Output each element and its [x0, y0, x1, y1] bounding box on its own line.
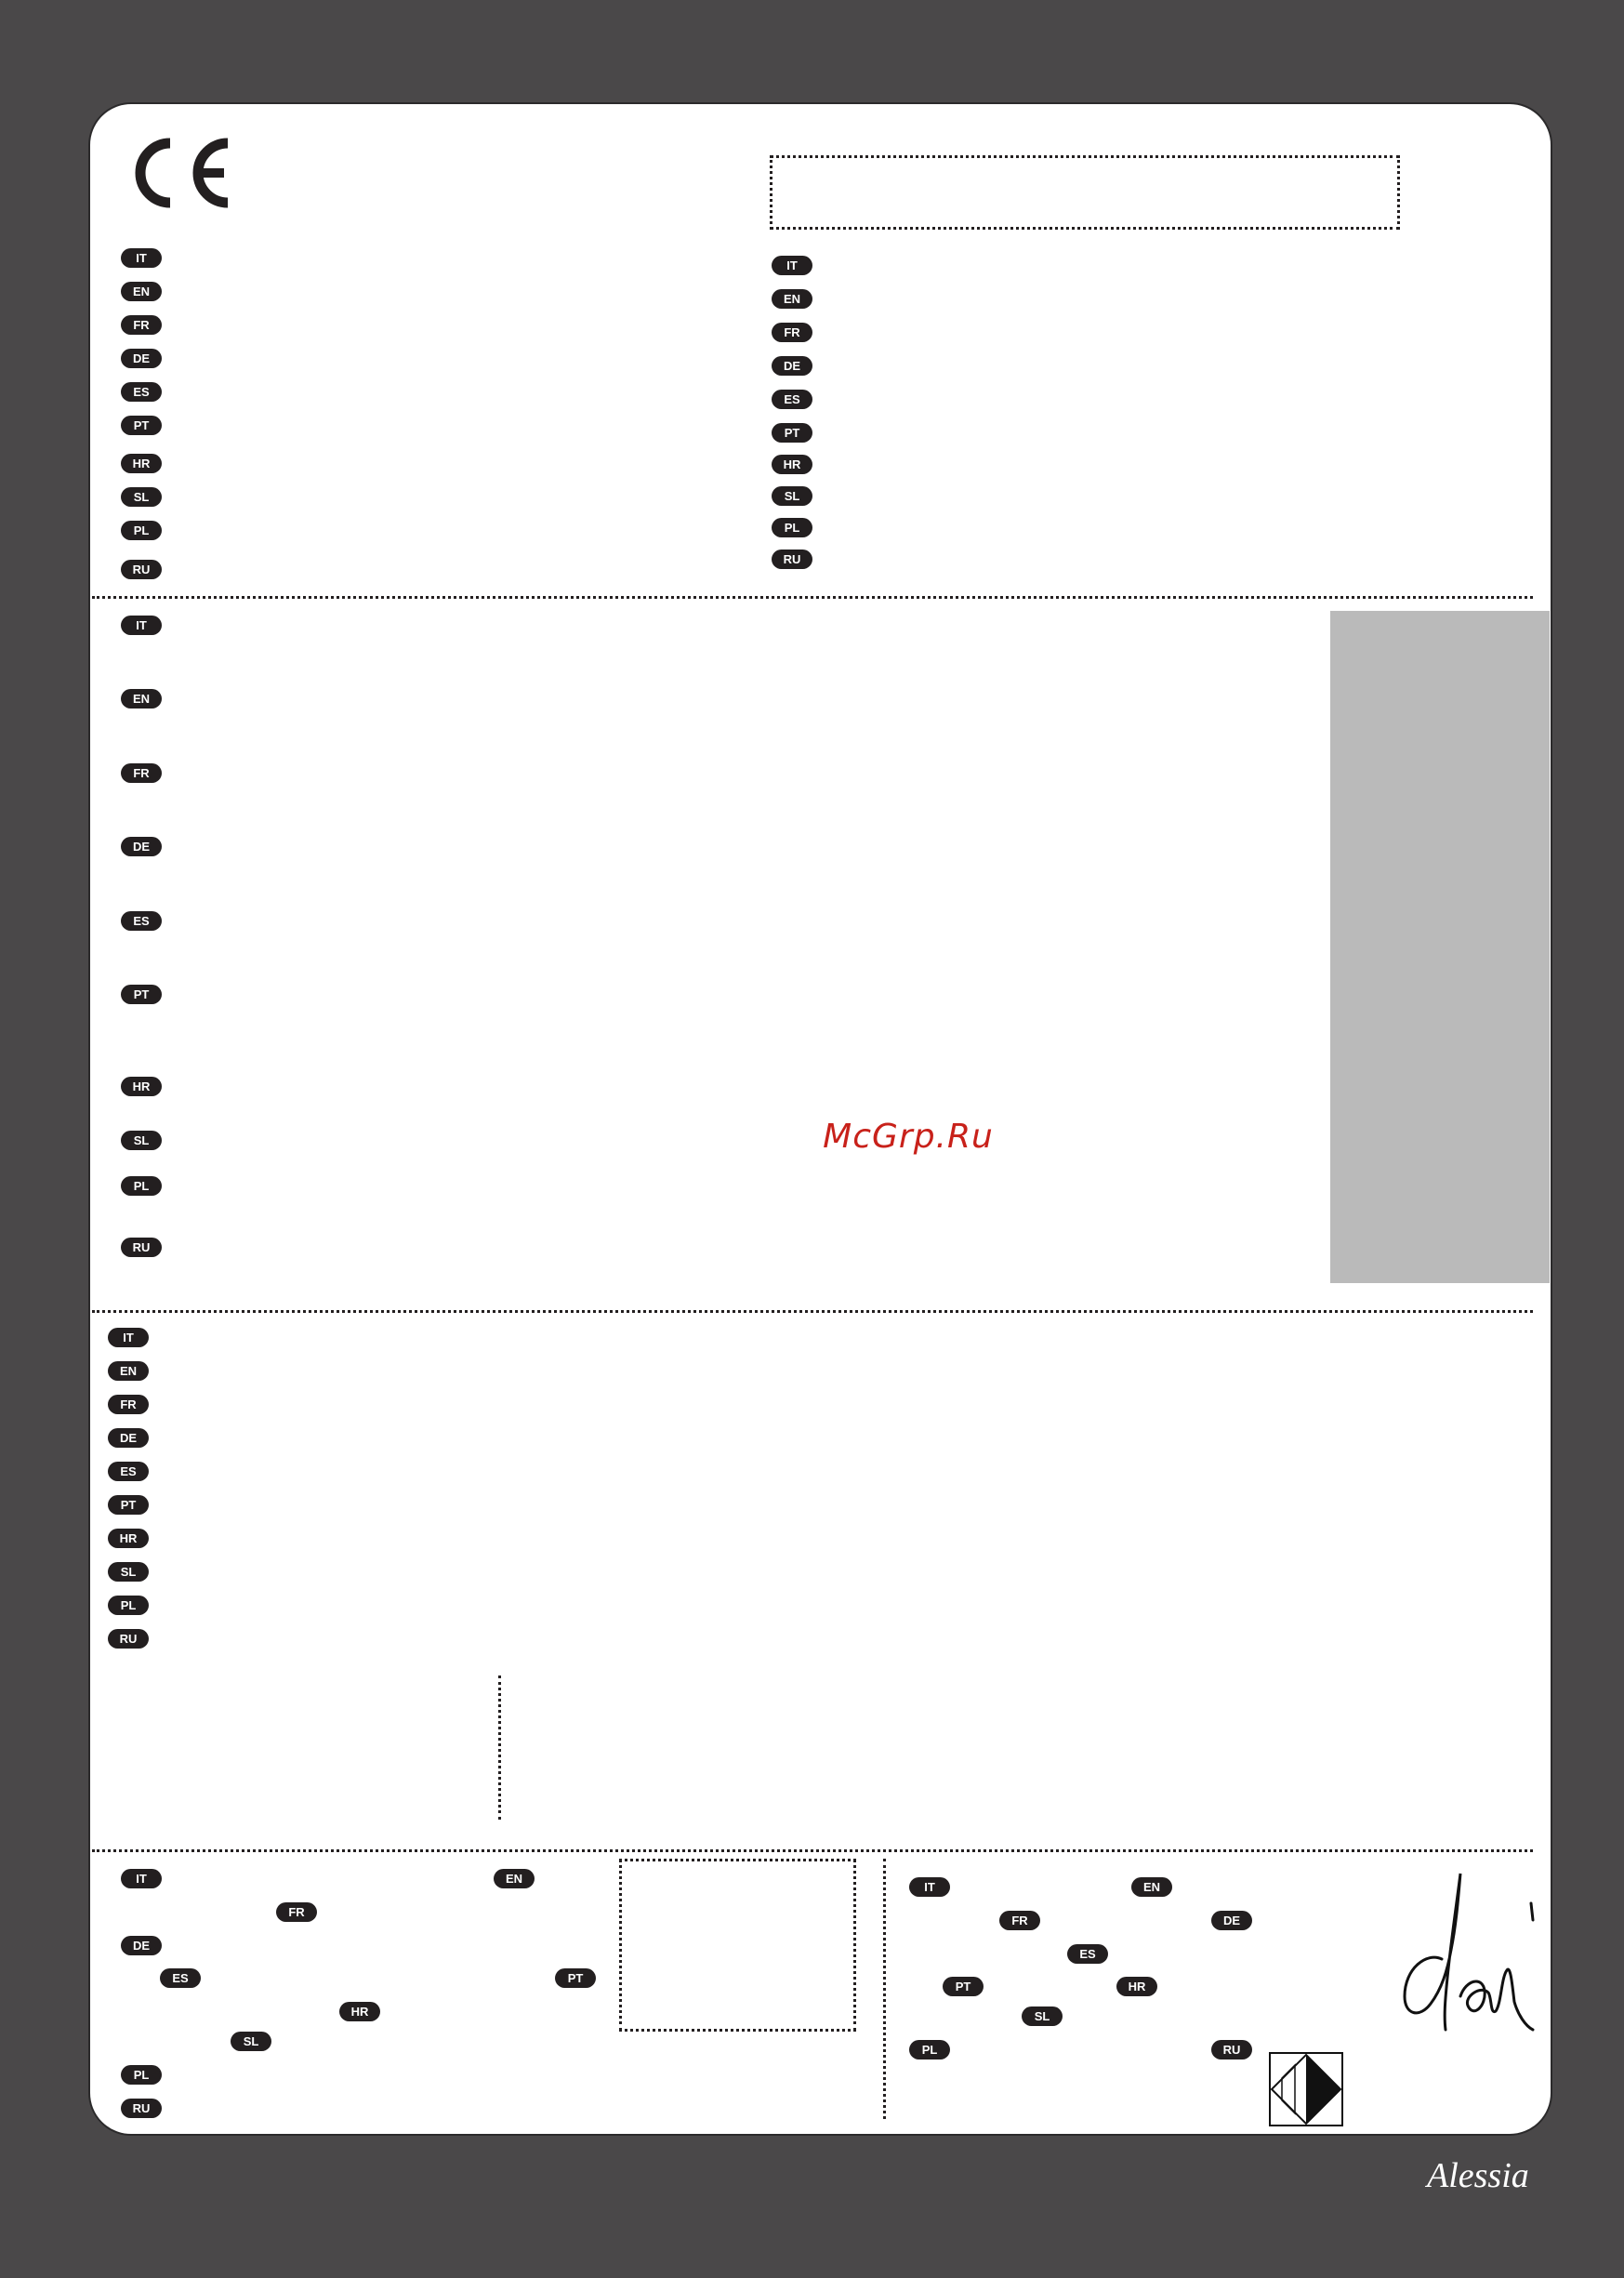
lang-badge: EN: [1131, 1877, 1172, 1897]
lang-badge: RU: [121, 560, 162, 579]
lang-badge: PT: [555, 1968, 596, 1988]
lang-badge: DE: [108, 1428, 149, 1448]
lang-badge: FR: [999, 1911, 1040, 1930]
lang-badge: PL: [121, 2065, 162, 2085]
lang-badge: SL: [1022, 2006, 1063, 2026]
lang-badge: PT: [108, 1495, 149, 1515]
lang-badge: EN: [121, 689, 162, 709]
lang-badge: RU: [121, 1238, 162, 1257]
section-divider: [92, 1849, 1533, 1852]
watermark-text: McGrp.Ru: [823, 1118, 994, 1156]
split-diamond-logo-icon: [1269, 2052, 1343, 2126]
lang-badge: IT: [909, 1877, 950, 1897]
lang-badge: SL: [231, 2032, 271, 2051]
product-code-box: [770, 155, 1400, 230]
lang-badge: FR: [121, 315, 162, 335]
lang-badge: SL: [772, 486, 812, 506]
lang-badge: PT: [943, 1977, 984, 1996]
section-divider: [92, 596, 1533, 599]
lang-badge: IT: [108, 1328, 149, 1347]
lang-badge: IT: [121, 616, 162, 635]
lang-badge: HR: [772, 455, 812, 474]
lang-badge: IT: [121, 1869, 162, 1888]
lang-badge: ES: [121, 911, 162, 931]
lang-badge: IT: [121, 248, 162, 268]
lang-badge: PT: [121, 985, 162, 1004]
column-divider: [883, 1859, 886, 2119]
lang-badge: PL: [909, 2040, 950, 2059]
lang-badge: EN: [121, 282, 162, 301]
grey-side-panel: [1330, 611, 1550, 1283]
lang-badge: DE: [772, 356, 812, 376]
lang-badge: ES: [121, 382, 162, 402]
lang-badge: SL: [121, 487, 162, 507]
lang-badge: DE: [121, 349, 162, 368]
lang-badge: DE: [1211, 1911, 1252, 1930]
lang-badge: PL: [772, 518, 812, 537]
certificate-card: [88, 102, 1552, 2136]
lang-badge: PL: [121, 1176, 162, 1196]
lang-badge: IT: [772, 256, 812, 275]
ce-mark-icon: [127, 136, 235, 210]
lang-badge: HR: [121, 454, 162, 473]
lang-badge: RU: [1211, 2040, 1252, 2059]
lang-badge: FR: [121, 763, 162, 783]
lang-badge: EN: [494, 1869, 535, 1888]
lang-badge: ES: [1067, 1944, 1108, 1964]
stamp-box: [619, 1859, 856, 2032]
lang-badge: FR: [772, 323, 812, 342]
lang-badge: FR: [108, 1395, 149, 1414]
lang-badge: HR: [1116, 1977, 1157, 1996]
lang-badge: SL: [121, 1131, 162, 1150]
lang-badge: PL: [121, 521, 162, 540]
lang-badge: ES: [772, 390, 812, 409]
lang-badge: FR: [276, 1902, 317, 1922]
lang-badge: EN: [108, 1361, 149, 1381]
lang-badge: DE: [121, 1936, 162, 1955]
brand-name: Alessia: [1427, 2156, 1529, 2195]
handwritten-signature-icon: [1392, 1866, 1540, 2043]
lang-badge: SL: [108, 1562, 149, 1582]
lang-badge: ES: [108, 1462, 149, 1481]
lang-badge: PT: [772, 423, 812, 443]
lang-badge: PT: [121, 416, 162, 435]
lang-badge: HR: [121, 1077, 162, 1096]
lang-badge: RU: [108, 1629, 149, 1649]
section-divider: [92, 1310, 1533, 1313]
lang-badge: HR: [108, 1529, 149, 1548]
lang-badge: EN: [772, 289, 812, 309]
lang-badge: ES: [160, 1968, 201, 1988]
lang-badge: RU: [121, 2099, 162, 2118]
lang-badge: PL: [108, 1596, 149, 1615]
lang-badge: HR: [339, 2002, 380, 2021]
lang-badge: DE: [121, 837, 162, 856]
column-divider: [498, 1675, 501, 1820]
lang-badge: RU: [772, 550, 812, 569]
